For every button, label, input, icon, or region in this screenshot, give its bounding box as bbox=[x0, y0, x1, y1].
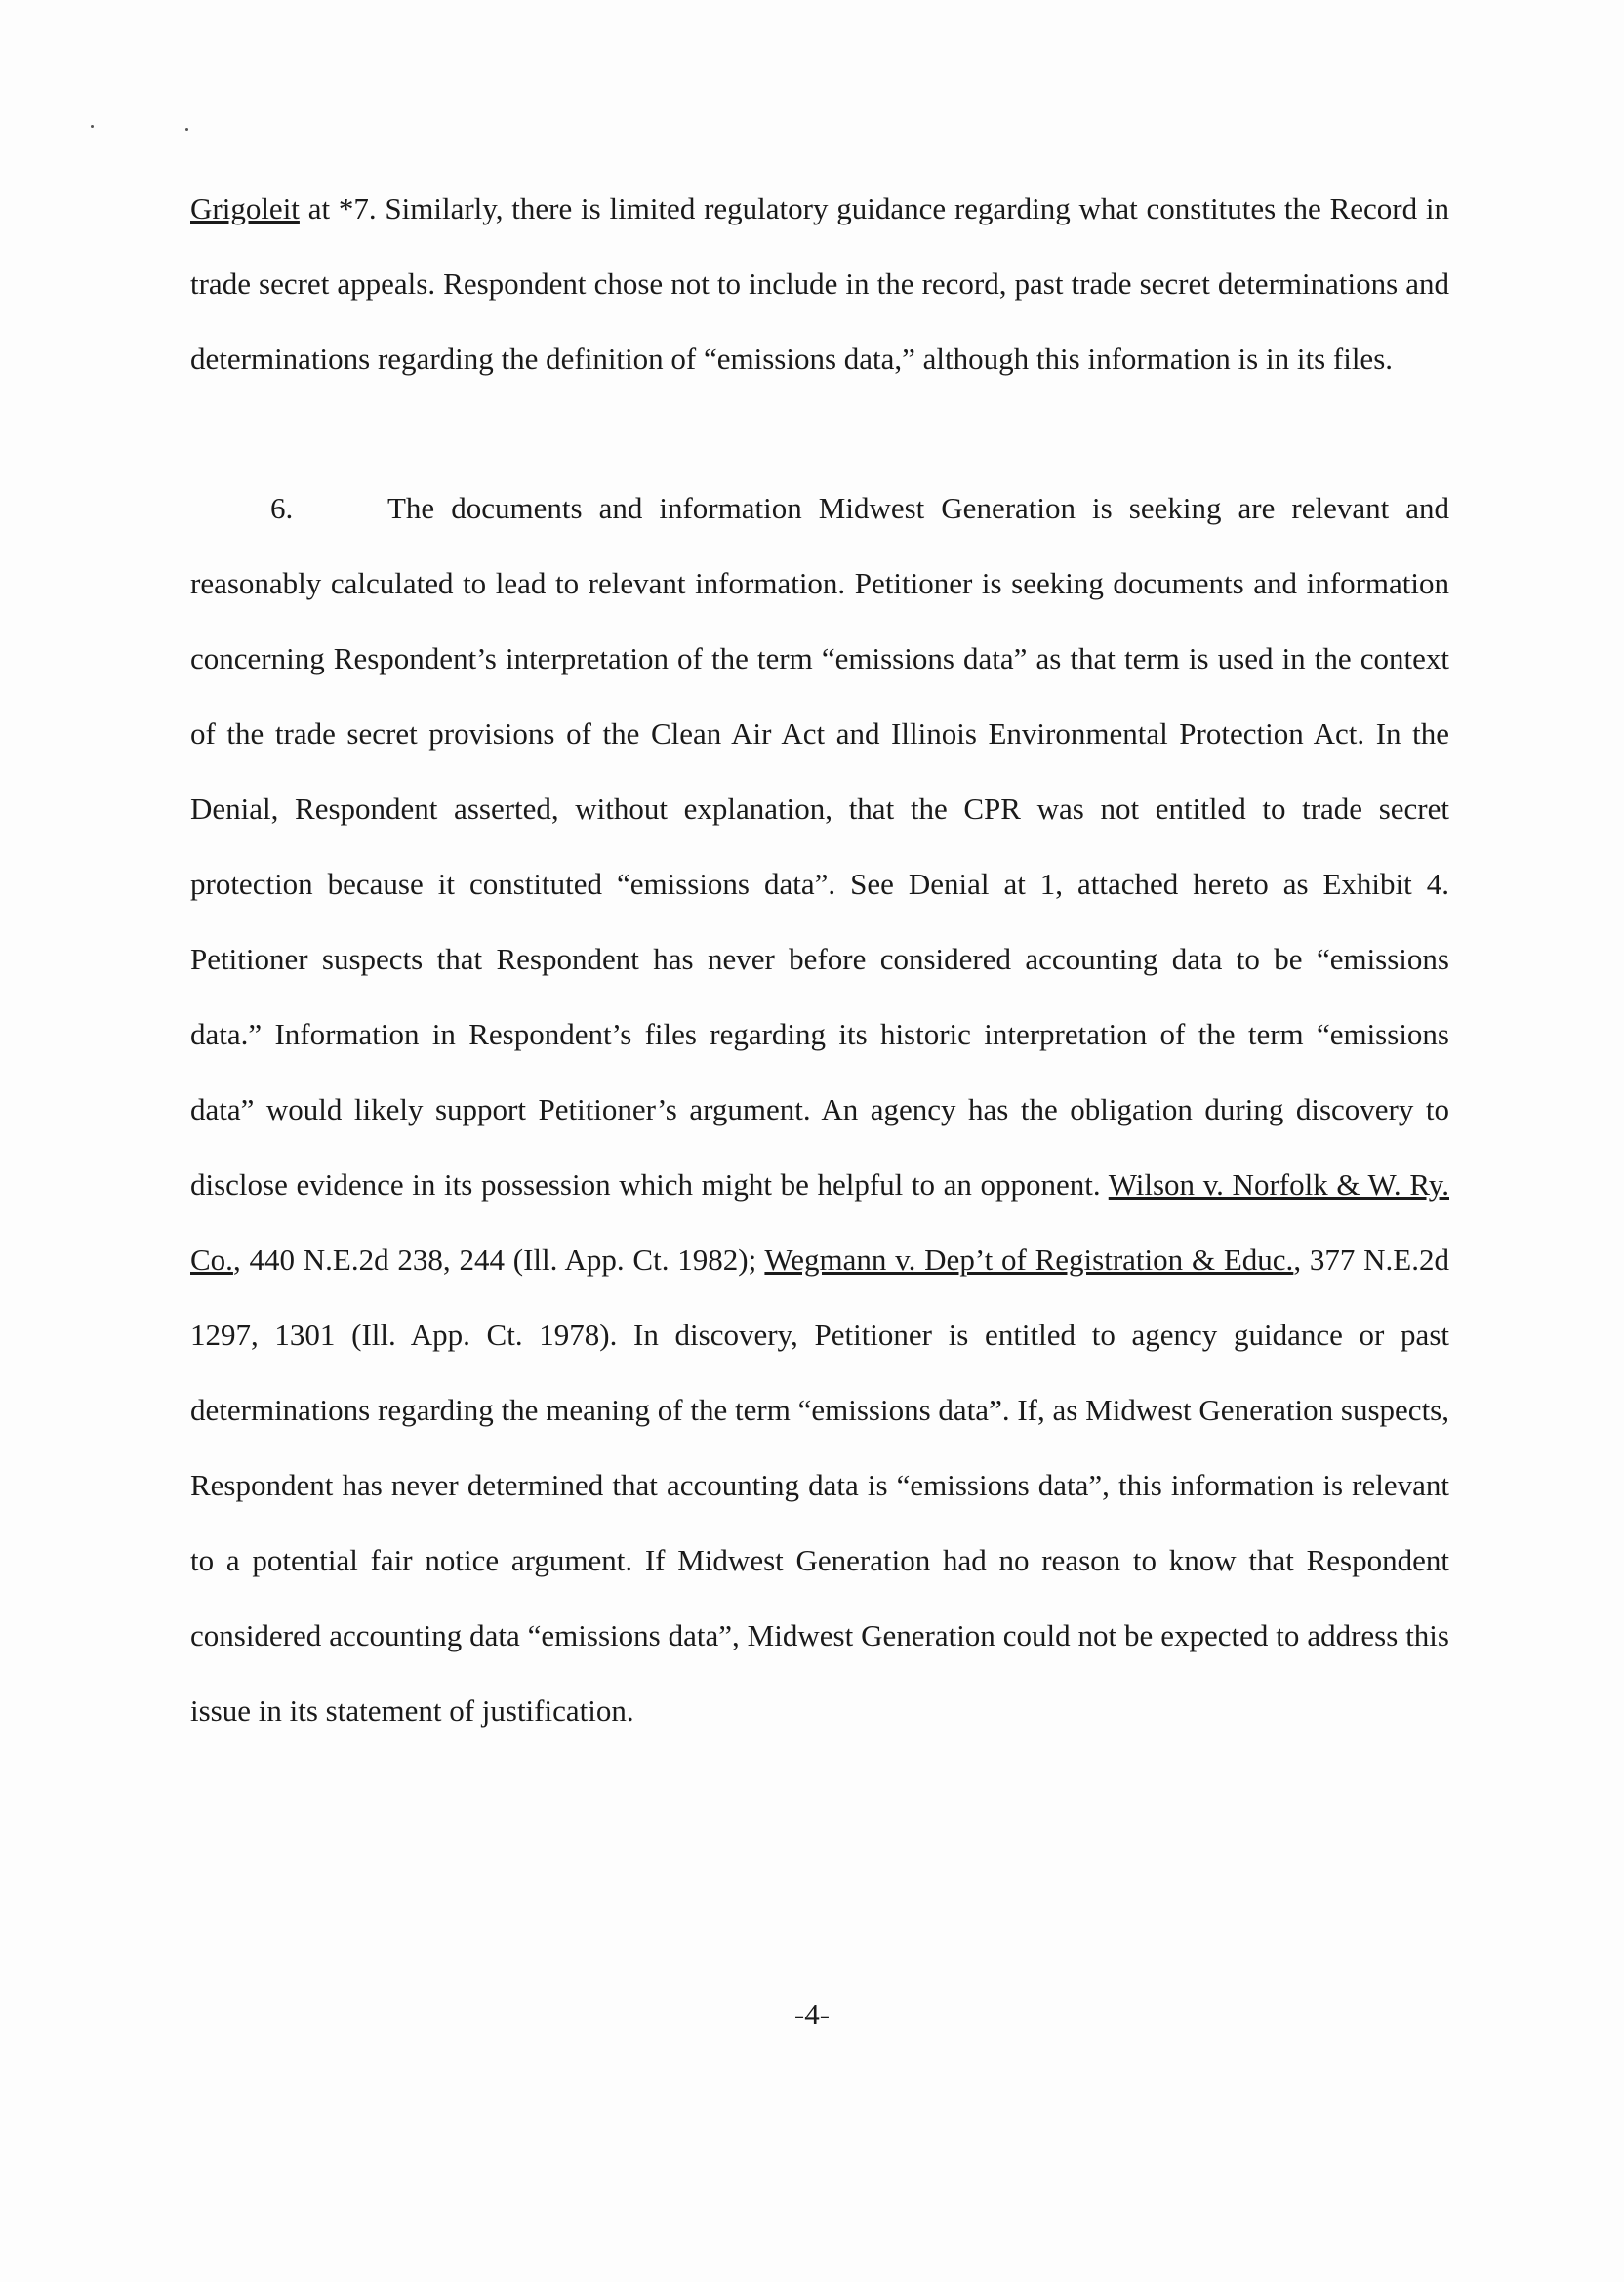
page-number: -4- bbox=[793, 1997, 831, 2031]
paragraph-text: at *7. Similarly, there is limited regulatory guidance regarding what constitutes the Record in trade secret appeals. Respondent chose not to include in the record, past trade secret determinations and determinations regarding the definition of “emissions data,” although this information is in its files. bbox=[190, 191, 1449, 376]
citation-wegmann: Wegmann v. Dep’t of Registration & Educ. bbox=[764, 1243, 1294, 1277]
paragraph-number: 6. bbox=[270, 491, 294, 525]
paragraph-text: , 440 N.E.2d 238, 244 (Ill. App. Ct. 1982); bbox=[232, 1243, 765, 1277]
scan-speck bbox=[91, 125, 94, 128]
citation-grigoleit: Grigoleit bbox=[190, 191, 300, 225]
paragraph-continuation bbox=[190, 171, 1449, 396]
paragraph-text: The documents and information Midwest Generation is seeking are relevant and reasonably calculated to lead to relevant information. Petitioner is seeking documents and information concerning Respondent’s interpretation of the term “emissions data” as that term is used in the context of the trade secret provisions of the Clean Air Act and Illinois Environmental Protection Act. In the Denial, Respondent asserted, without explanation, that the CPR was not entitled to trade secret protection because it constituted “emissions data”. See Denial at 1, attached hereto as Exhibit 4. Petitioner suspects that Respondent has never before considered accounting data to be “emissions data.” Information in Respondent’s files regarding its historic interpretation of the term “emissions data” would likely support Petitioner’s argument. An agency has the obligation during discovery to disclose evidence in its possession which might be helpful to an opponent. bbox=[190, 491, 1449, 1202]
paragraph-6 bbox=[190, 470, 1449, 1748]
paragraph-text: , 377 N.E.2d 1297, 1301 (Ill. App. Ct. 1978). In discovery, Petitioner is entitled to agency guidance or past determinations regarding the meaning of the term “emissions data”. If, as Midwest Generation suspects, Respondent has never determined that accounting data is “emissions data”, this information is relevant to a potential fair notice argument. If Midwest Generation had no reason to know that Respondent considered accounting data “emissions data”, Midwest Generation could not be expected to address this issue in its statement of justification. bbox=[190, 1243, 1449, 1728]
citation-wilson: Wilson v. Norfolk & W. Ry. Co. bbox=[190, 1167, 1449, 1277]
scan-speck bbox=[185, 128, 188, 131]
